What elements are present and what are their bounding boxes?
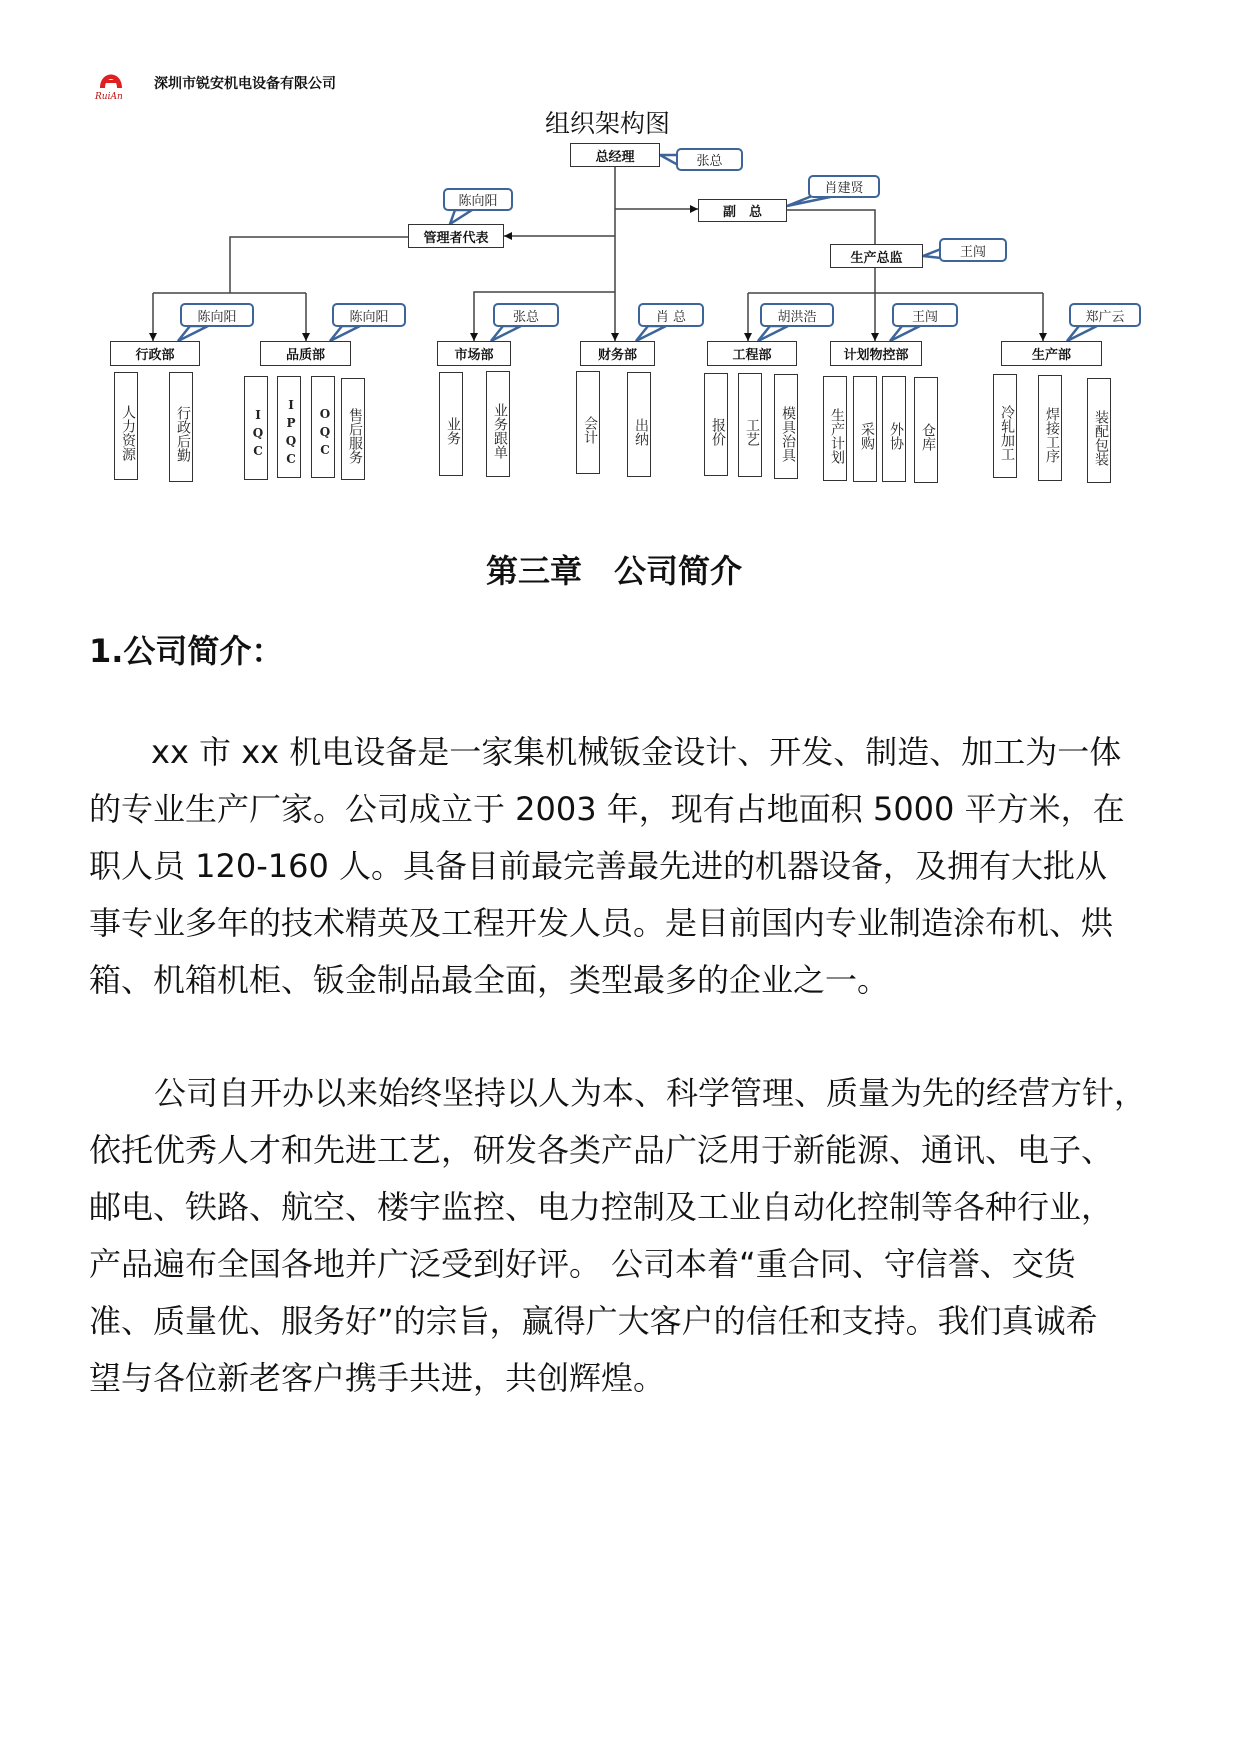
- paragraph-line: 依托优秀人才和先进工艺，研发各类产品广泛用于新能源、通讯、电子、: [89, 1131, 1114, 1169]
- connector-line: [787, 210, 875, 244]
- paragraph-line: 望与各位新老客户携手共进，共创辉煌。: [89, 1359, 666, 1397]
- sub-unit-box: 焊接工序: [1038, 375, 1062, 481]
- sub-unit-box: IPQC: [277, 376, 301, 478]
- sub-unit-box: 装配包装: [1087, 378, 1111, 483]
- node-production-director: 生产总监: [830, 244, 923, 268]
- callout-tail: [178, 326, 208, 341]
- callout-tail: [636, 326, 666, 341]
- department-box: 市场部: [437, 341, 511, 366]
- paragraph-line: 产品遍布全国各地并广泛受到好评。 公司本着“重合同、守信誉、交货: [89, 1245, 1076, 1283]
- paragraph-line: 公司自开办以来始终坚持以人为本、科学管理、质量为先的经营方针，: [154, 1074, 1147, 1112]
- section-title: 1.公司简介：: [89, 632, 284, 670]
- callout-vice-president: 肖建贤: [808, 175, 880, 198]
- arrow-head-icon: [302, 333, 310, 341]
- sub-unit-box: 行政后勤: [169, 372, 193, 482]
- sub-unit-box: 采购: [853, 376, 877, 482]
- sub-unit-box: 出纳: [627, 372, 651, 477]
- sub-unit-box: 工艺: [738, 373, 762, 477]
- connector-line: [230, 237, 408, 293]
- sub-unit-box: IQC: [244, 376, 268, 480]
- callout-tail: [758, 326, 788, 341]
- department-box: 财务部: [580, 341, 655, 366]
- department-box: 行政部: [110, 341, 200, 366]
- callout-tail: [1067, 326, 1097, 341]
- node-general-manager: 总经理: [570, 143, 660, 167]
- department-head-callout: 陈向阳: [332, 303, 406, 327]
- sub-unit-box: 售后服务: [341, 378, 365, 480]
- arrow-head-icon: [744, 333, 752, 341]
- paragraph-line: 准、质量优、服务好”的宗旨，赢得广大客户的信任和支持。我们真诚希: [89, 1302, 1098, 1340]
- arrow-head-icon: [690, 205, 698, 213]
- callout-tail: [491, 326, 521, 341]
- paragraph-line: 邮电、铁路、航空、楼宇监控、电力控制及工业自动化控制等各种行业，: [89, 1188, 1114, 1226]
- department-box: 计划物控部: [830, 341, 922, 366]
- arrow-head-icon: [871, 333, 879, 341]
- sub-unit-box: 外协: [882, 376, 906, 482]
- node-management-rep: 管理者代表: [408, 224, 504, 248]
- sub-unit-box: 模具治具: [774, 374, 798, 479]
- sub-unit-box: 生产计划: [823, 376, 847, 481]
- paragraph-line: 箱、机箱机柜、钣金制品最全面，类型最多的企业之一。: [89, 961, 890, 999]
- sub-unit-box: 业务: [439, 372, 463, 476]
- department-head-callout: 胡洪浩: [760, 303, 834, 327]
- sub-unit-box: 仓库: [914, 377, 938, 483]
- department-head-callout: 张总: [493, 303, 559, 327]
- arrow-head-icon: [149, 333, 157, 341]
- department-head-callout: 王闯: [892, 303, 958, 327]
- callout-tail: [890, 326, 920, 341]
- callout-production-director: 王闯: [939, 238, 1007, 262]
- sub-unit-box: 冷轧加工: [993, 374, 1017, 478]
- arrow-head-icon: [470, 333, 478, 341]
- callout-tail: [450, 210, 472, 224]
- sub-unit-box: 人力资源: [114, 372, 138, 480]
- department-box: 生产部: [1001, 341, 1102, 366]
- org-chart-title: 组织架构图: [545, 109, 671, 138]
- sub-unit-box: 业务跟单: [486, 371, 510, 477]
- arrow-head-icon: [611, 333, 619, 341]
- callout-tail: [330, 326, 360, 341]
- department-head-callout: 肖 总: [638, 303, 704, 327]
- paragraph-line: 的专业生产厂家。公司成立于 2003 年，现有占地面积 5000 平方米，在: [89, 790, 1125, 828]
- department-box: 工程部: [707, 341, 797, 366]
- chapter-title: 第三章 公司简介: [486, 552, 743, 590]
- arrow-head-icon: [1039, 333, 1047, 341]
- sub-unit-box: 会计: [576, 371, 600, 474]
- arrow-head-icon: [504, 232, 512, 240]
- node-vice-president: 副 总: [698, 199, 787, 222]
- department-box: 品质部: [260, 341, 351, 366]
- sub-unit-box: 报价: [704, 373, 728, 476]
- paragraph-line: xx 市 xx 机电设备是一家集机械钣金设计、开发、制造、加工为一体: [151, 733, 1122, 771]
- department-head-callout: 郑广云: [1069, 303, 1141, 327]
- company-name: 深圳市锐安机电设备有限公司: [154, 76, 336, 92]
- callout-general-manager: 张总: [676, 148, 743, 171]
- paragraph-line: 职人员 120-160 人。具备目前最完善最先进的机器设备，及拥有大批从: [89, 847, 1108, 885]
- paragraph-line: 事专业多年的技术精英及工程开发人员。是目前国内专业制造涂布机、烘: [89, 904, 1114, 942]
- sub-unit-box: OQC: [311, 376, 335, 478]
- department-head-callout: 陈向阳: [180, 303, 254, 327]
- callout-management-rep: 陈向阳: [443, 188, 513, 211]
- svg-text:RuiAn: RuiAn: [95, 92, 123, 102]
